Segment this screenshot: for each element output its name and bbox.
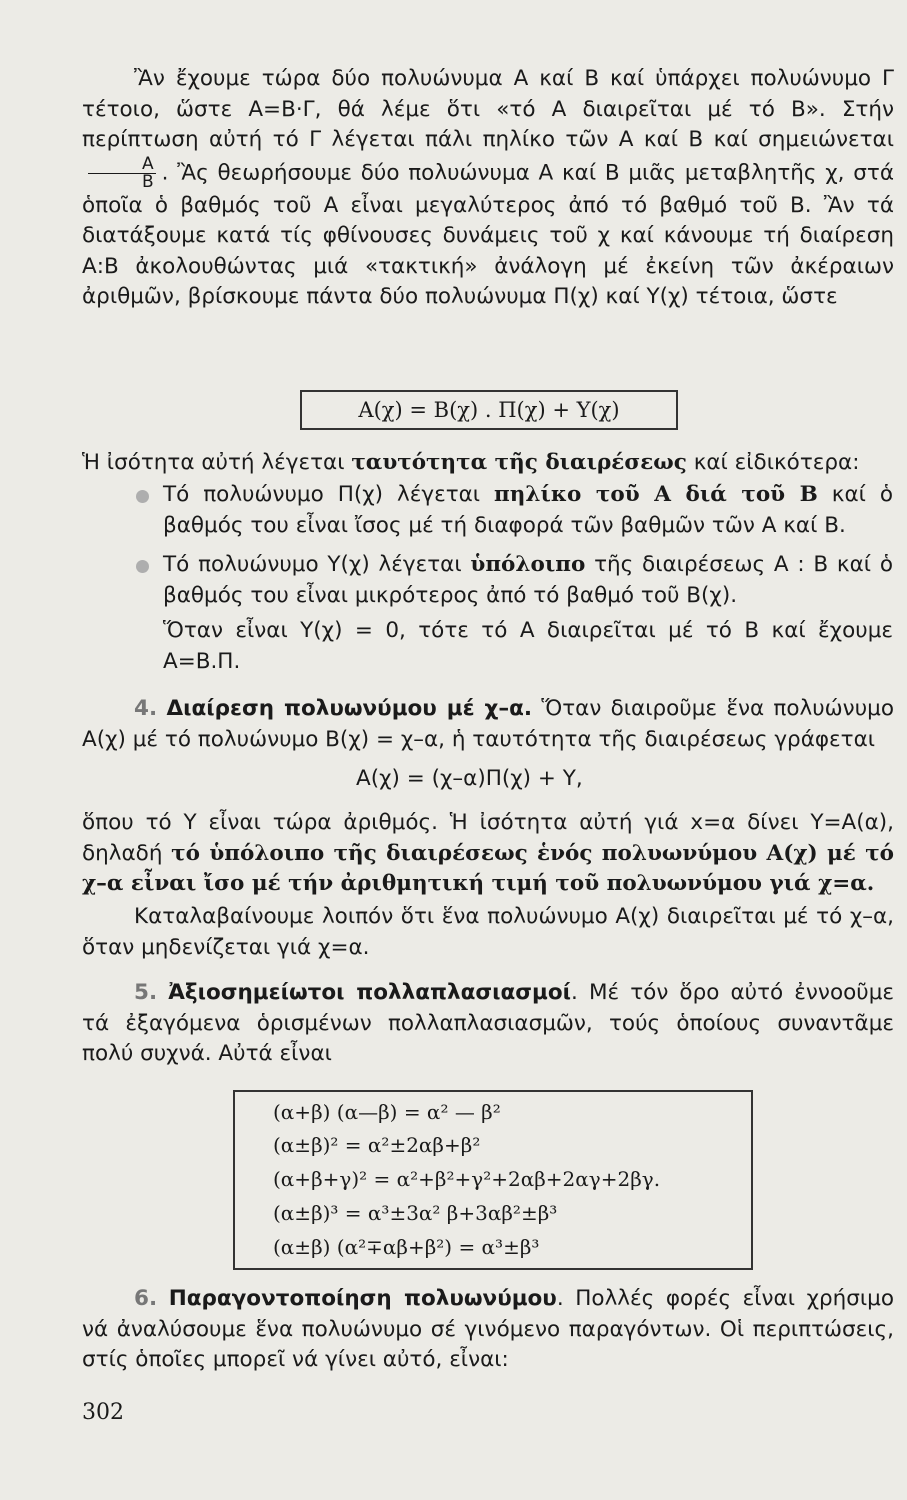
section-4: 4. Διαίρεση πολυωνύμου μέ χ–α. Ὅταν διαιροῦμε ἕνα πολυώνυμο Α(χ) μέ τό πολυώνυμο Β(χ) = χ–α, ἡ ταυτότητα τῆς διαιρέσεως γράφεται <box>82 696 894 752</box>
zero-remainder-note: Ὅταν εἶναι Υ(χ) = 0, τότε τό Α διαιρεῖται μέ τό Β καί ἔχουμε Α=Β.Π. <box>163 618 893 674</box>
notable-products-box <box>233 1090 753 1270</box>
formula: (α±β)² = α²±2αβ+β² <box>273 1133 481 1157</box>
identity-definition: Ἡ ἰσότητα αὐτή λέγεται ταυτότητα τῆς διαιρέσεως καί εἰδικότερα: <box>82 450 860 475</box>
formula: (α+β+γ)² = α²+β²+γ²+2αβ+2αγ+2βγ. <box>273 1167 661 1191</box>
bullet-icon <box>136 490 149 503</box>
bullet-remainder: Τό πολυώνυμο Υ(χ) λέγεται ὑπόλοιπο τῆς διαιρέσεως Α : Β καί ὁ βαθμός του εἶναι μικρότερος ἀπό τό βαθμό τοῦ Β(χ). <box>163 552 893 608</box>
formula: (α±β)³ = α³±3α² β+3αβ²±β³ <box>273 1201 558 1225</box>
section-number: 4. <box>134 696 158 721</box>
section-5: 5. Ἀξιοσημείωτοι πολλαπλασιασμοί. Μέ τόν ὅρο αὐτό ἐννοοῦμε τά ἐξαγόμενα ὁρισμένων πολλαπλασιασμῶν, τούς ὁποίους συναντᾶμε πολύ συχνά. Αὐτά εἶναι <box>82 980 894 1066</box>
section-number: 5. <box>134 980 158 1005</box>
conclusion-paragraph: Καταλαβαίνουμε λοιπόν ὅτι ἕνα πολυώνυμο Α(χ) διαιρεῖται μέ τό χ–α, ὅταν μηδενίζεται γιά χ=α. <box>82 904 894 960</box>
fraction-a-over-b: $\frac{A}{B}$ <box>88 156 156 191</box>
division-by-x-minus-a-equation: Α(χ) = (χ–α)Π(χ) + Υ, <box>356 766 583 791</box>
section-number: 6. <box>134 1286 158 1311</box>
formula: (α+β) (α—β) = α² — β² <box>273 1100 501 1124</box>
section-title: Ἀξιοσημείωτοι πολλαπλασιασμοί <box>168 980 572 1005</box>
bullet-icon <box>136 560 149 573</box>
remainder-theorem-paragraph: ὅπου τό Υ εἶναι τώρα ἀριθμός. Ἡ ἰσότητα αὐτή γιά x=α δίνει Υ=Α(α), δηλαδή τό ὑπόλοιπο τῆς διαιρέσεως ἑνός πολυωνύμου Α(χ) μέ τό χ–α εἶναι ἴσο μέ τήν ἀριθμητική τιμή τοῦ πολυωνύμου γιά χ=α. <box>82 810 894 896</box>
division-identity-box: Α(χ) = Β(χ) . Π(χ) + Υ(χ) <box>300 390 678 430</box>
section-title: Παραγοντοποίηση πολυωνύμου <box>168 1286 557 1311</box>
bullet-quotient: Τό πολυώνυμο Π(χ) λέγεται πηλίκο τοῦ Α διά τοῦ Β καί ὁ βαθμός του εἶναι ἴσος μέ τή διαφορά τῶν βαθμῶν τῶν Α καί Β. <box>163 482 893 538</box>
section-title: Διαίρεση πολυωνύμου μέ χ–α. <box>166 696 533 721</box>
page-number: 302 <box>82 1400 124 1425</box>
formula: (α±β) (α²∓αβ+β²) = α³±β³ <box>273 1235 540 1259</box>
section-6: 6. Παραγοντοποίηση πολυωνύμου. Πολλές φορές εἶναι χρήσιμο νά ἀναλύσουμε ἕνα πολυώνυμο σέ γινόμενο παραγόντων. Οἱ περιπτώσεις, στίς ὁποῖες μπορεῖ νά γίνει αὐτό, εἶναι: <box>82 1286 895 1372</box>
intro-paragraph: Ἂν ἔχουμε τώρα δύο πολυώνυμα Α καί Β καί ὑπάρχει πολυώνυμο Γ τέτοιο, ὥστε Α=Β·Γ, θά λέμε ὅτι «τό Α διαιρεῖται μέ τό Β». Στήν περίπτωση αὐτή τό Γ λέγεται πάλι πηλίκο τῶν Α καί Β καί σημειώνεται $\frac{A}{B}$ . Ἂς θεωρήσουμε δύο πολυώνυμα Α καί Β μιᾶς μεταβλητῆς χ, στά ὁποῖα ὁ βαθμός τοῦ Α εἶναι μεγαλύτερος ἀπό τό βαθμό τοῦ Β. Ἂν τά διατάξουμε κατά τίς φθίνουσες δυνάμεις τοῦ χ καί κάνουμε τή διαίρεση Α:Β ἀκολουθώντας μιά «τακτική» ἀνάλογη μέ ἐκείνη τῶν ἀκέραιων ἀριθμῶν, βρίσκουμε πάντα δύο πολυώνυμα Π(χ) καί Υ(χ) τέτοια, ὥστε <box>82 66 894 309</box>
